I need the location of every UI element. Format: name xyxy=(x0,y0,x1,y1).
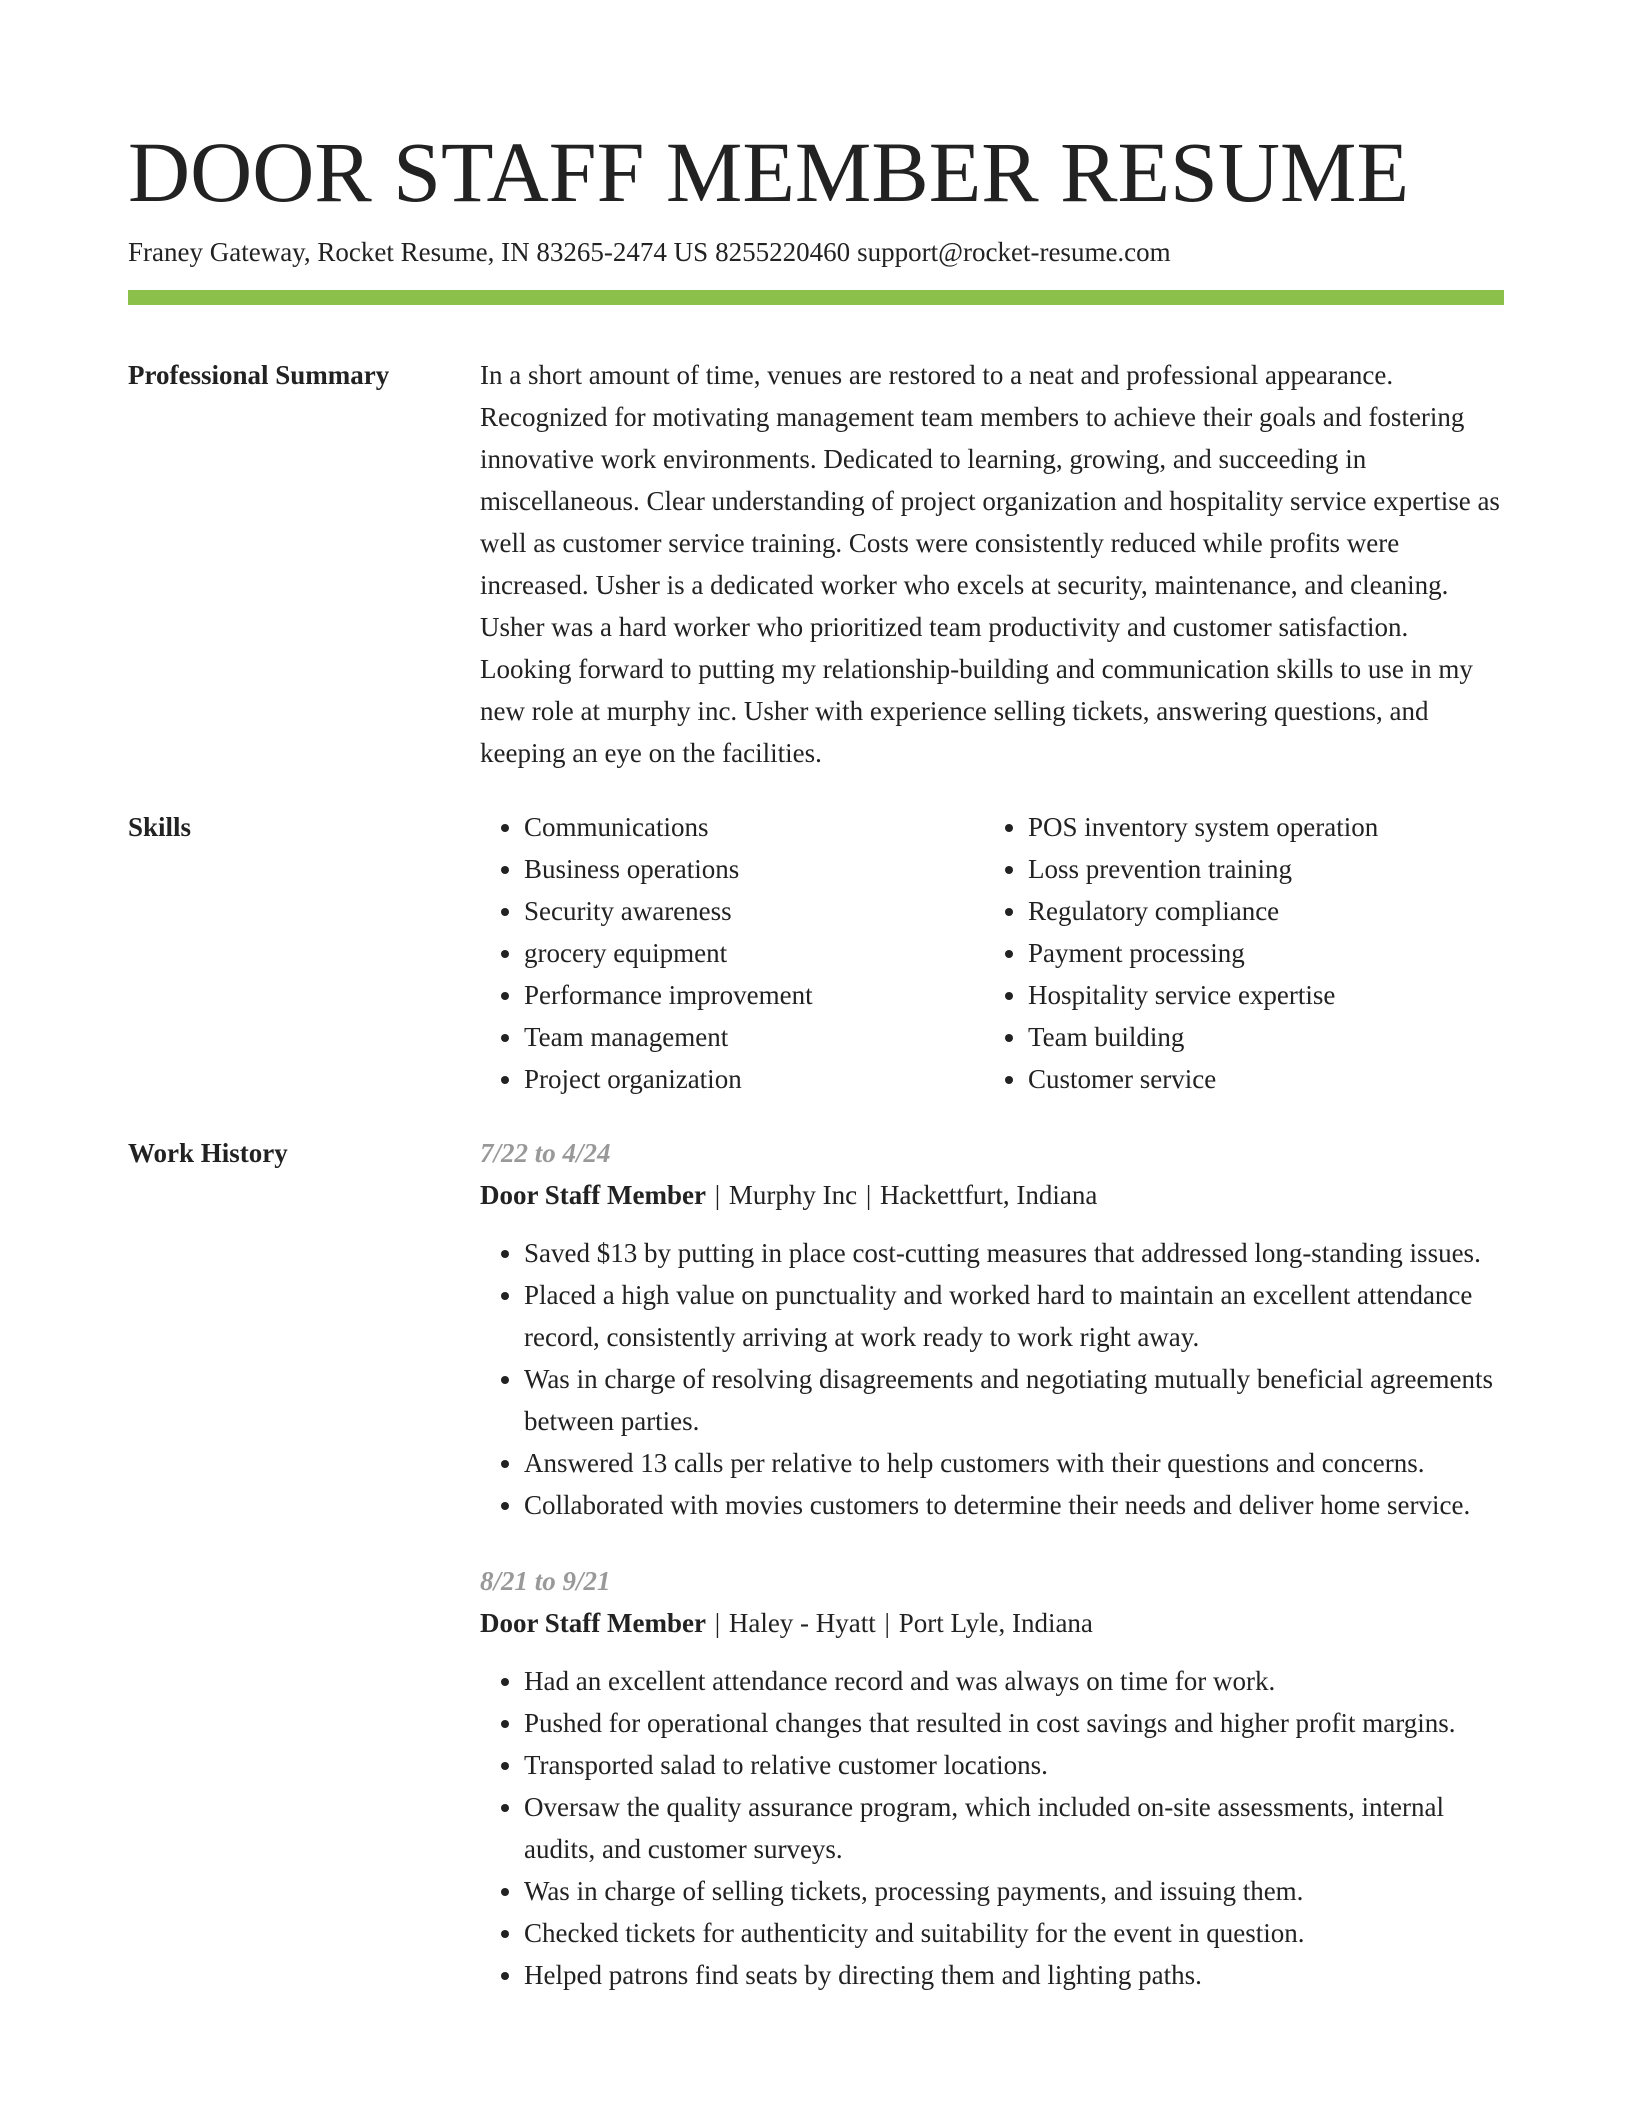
skills-column-left xyxy=(480,806,984,1100)
job-title: Door Staff Member xyxy=(480,1608,706,1638)
skill-item: • Customer service xyxy=(1028,1058,1488,1100)
job-location: Hackettfurt, Indiana xyxy=(879,1180,1098,1210)
skills-column-right xyxy=(984,806,1488,1100)
summary-section xyxy=(128,354,1504,774)
contact-address: Franey Gateway, Rocket Resume, IN 83265-2474 US xyxy=(128,237,709,267)
job-dates: 8/21 to 9/21 xyxy=(480,1566,611,1596)
skills-list-left xyxy=(480,806,984,1100)
job-bullet: • Pushed for operational changes that resulted in cost savings and higher profit margins. xyxy=(524,1702,1504,1744)
work-history-heading: Work History xyxy=(128,1138,288,1168)
job-bullet: • Checked tickets for authenticity and suitability for the event in question. xyxy=(524,1912,1504,1954)
summary-heading: Professional Summary xyxy=(128,360,390,390)
job-heading xyxy=(480,1174,1504,1216)
job-company: Haley - Hyatt xyxy=(728,1608,876,1638)
job-heading xyxy=(480,1602,1504,1644)
job-bullet: • Answered 13 calls per relative to help customers with their questions and concerns. xyxy=(524,1442,1504,1484)
job-bullet: • Transported salad to relative customer locations. xyxy=(524,1744,1504,1786)
skills-section xyxy=(128,806,1504,1100)
summary-text: In a short amount of time, venues are restored to a neat and professional appearance. Recognized for motivating management team members to achieve their goals and fostering innovative work environments. Dedicated to learning, growing, and succeeding in miscellaneous. Clear understanding of project organization and hospitality service expertise as well as customer service training. Costs were consistently reduced while profits were increased. Usher is a dedicated worker who excels at security, maintenance, and cleaning. Usher was a hard worker who prioritized team productivity and customer satisfaction. Looking forward to putting my relationship-building and communication skills to use in my new role at murphy inc. Usher with experience selling tickets, answering questions, and keeping an eye on the facilities. xyxy=(480,360,1500,768)
job-entry xyxy=(480,1560,1504,1996)
skill-item: • Project organization xyxy=(524,1058,984,1100)
skill-item: • Business operations xyxy=(524,848,984,890)
skill-item: • Hospitality service expertise xyxy=(1028,974,1488,1016)
work-history-section xyxy=(128,1132,1504,1996)
skill-item: • Performance improvement xyxy=(524,974,984,1016)
contact-email: support@rocket-resume.com xyxy=(857,237,1171,267)
skill-item: • grocery equipment xyxy=(524,932,984,974)
contact-line xyxy=(128,234,1504,270)
skills-heading: Skills xyxy=(128,812,192,842)
job-entry xyxy=(480,1132,1504,1526)
skill-item: • Team management xyxy=(524,1016,984,1058)
job-bullet: • Oversaw the quality assurance program, which included on-site assessments, internal audits, and customer surveys. xyxy=(524,1786,1504,1870)
job-location: Port Lyle, Indiana xyxy=(898,1608,1093,1638)
job-separator: | xyxy=(865,1180,872,1210)
job-bullet: • Had an excellent attendance record and was always on time for work. xyxy=(524,1660,1504,1702)
job-title: Door Staff Member xyxy=(480,1180,706,1210)
skill-item: • Payment processing xyxy=(1028,932,1488,974)
job-dates: 7/22 to 4/24 xyxy=(480,1138,611,1168)
job-bullets xyxy=(480,1660,1504,1996)
job-separator: | xyxy=(714,1608,721,1638)
job-bullet: • Was in charge of selling tickets, processing payments, and issuing them. xyxy=(524,1870,1504,1912)
skill-item: • Communications xyxy=(524,806,984,848)
skill-item: • Team building xyxy=(1028,1016,1488,1058)
job-bullets xyxy=(480,1232,1504,1526)
header-divider xyxy=(128,290,1504,305)
job-bullet: • Helped patrons find seats by directing them and lighting paths. xyxy=(524,1954,1504,1996)
skills-lists xyxy=(480,806,1504,1100)
contact-phone: 8255220460 xyxy=(715,237,851,267)
job-bullet: • Placed a high value on punctuality and worked hard to maintain an excellent attendance record, consistently arriving at work ready to work right away. xyxy=(524,1274,1504,1358)
skill-item: • Regulatory compliance xyxy=(1028,890,1488,932)
job-bullet: • Saved $13 by putting in place cost-cutting measures that addressed long-standing issues. xyxy=(524,1232,1504,1274)
resume-title: DOOR STAFF MEMBER RESUME xyxy=(128,124,1409,220)
job-bullet: • Collaborated with movies customers to determine their needs and deliver home service. xyxy=(524,1484,1504,1526)
job-separator: | xyxy=(884,1608,890,1638)
skills-list-right xyxy=(984,806,1488,1100)
job-company: Murphy Inc xyxy=(728,1180,858,1210)
skill-item: • Security awareness xyxy=(524,890,984,932)
job-bullet: • Was in charge of resolving disagreements and negotiating mutually beneficial agreements between parties. xyxy=(524,1358,1504,1442)
work-history-entries xyxy=(480,1132,1504,1996)
skill-item: • POS inventory system operation xyxy=(1028,806,1488,848)
skill-item: • Loss prevention training xyxy=(1028,848,1488,890)
job-separator: | xyxy=(714,1180,721,1210)
